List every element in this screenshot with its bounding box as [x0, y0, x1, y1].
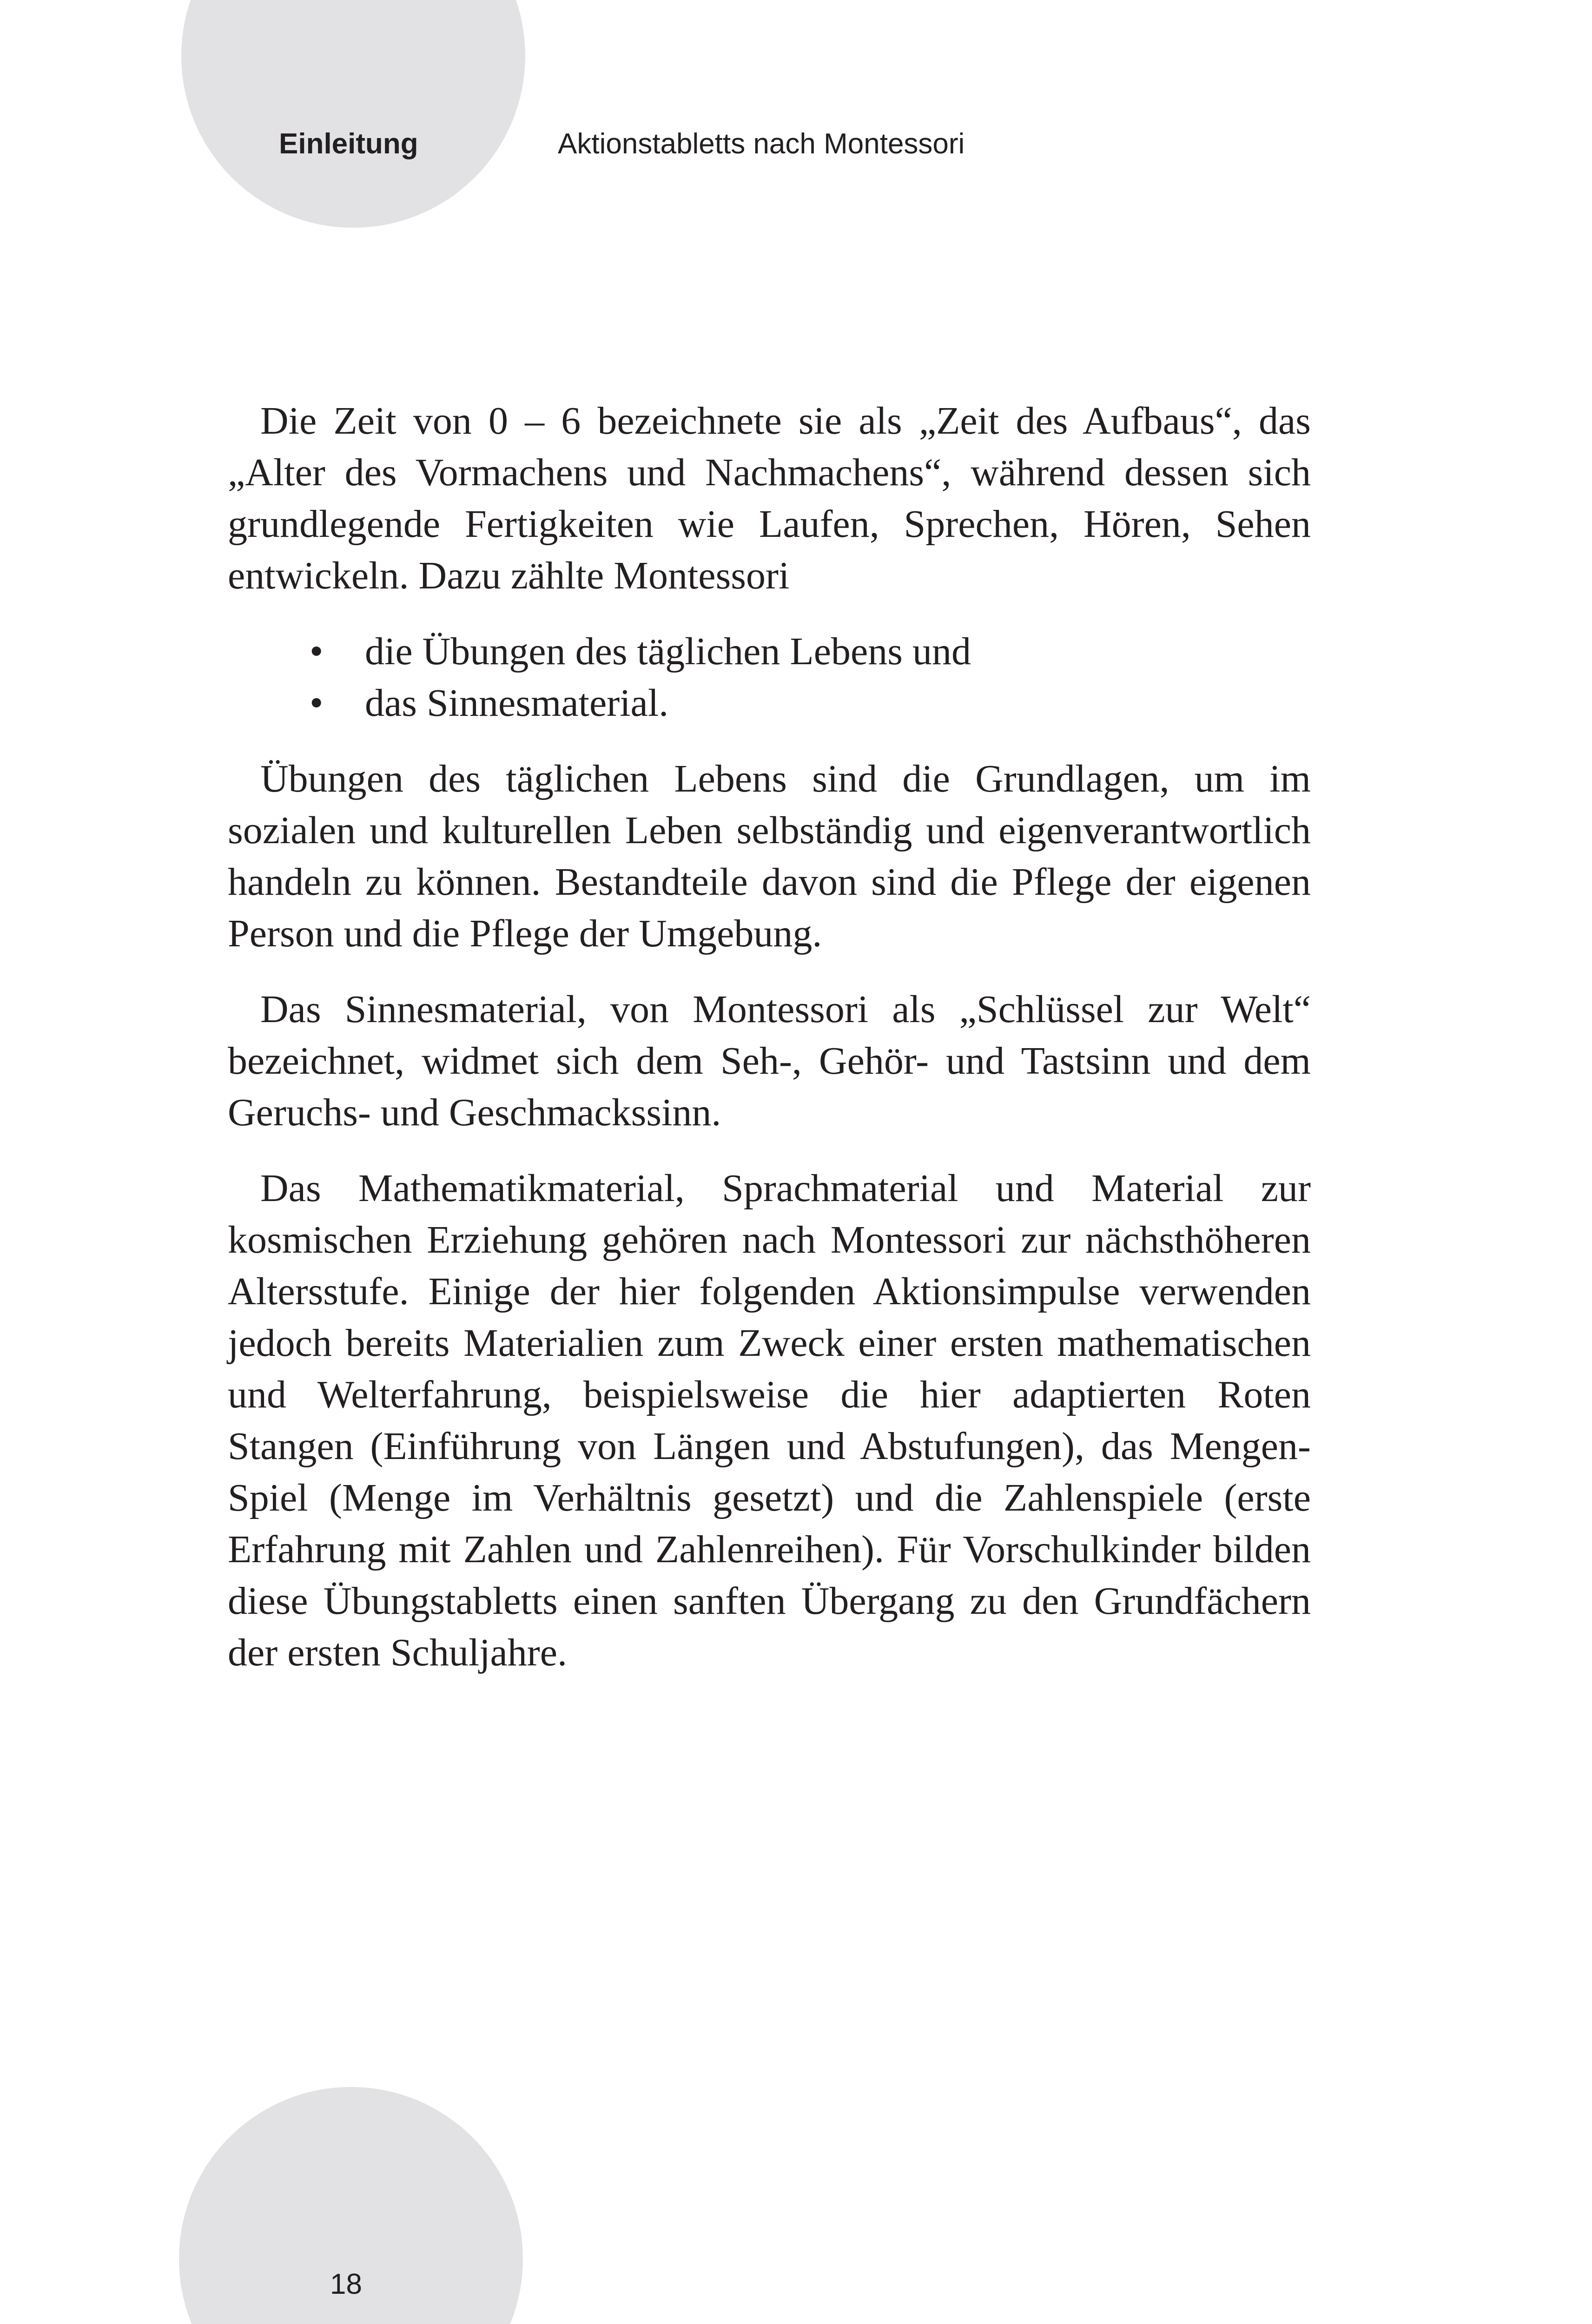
- paragraph-1: Die Zeit von 0 – 6 bezeichnete sie als „Zeit des Aufbaus“, das „Alter des Vormachens und Nachmachens“, während dessen sich grundlegende Fertigkeiten wie Laufen, Sprechen, Hören, Sehen entwickeln. Dazu zählte Montessori: [228, 399, 1311, 597]
- list-item: [228, 677, 1311, 729]
- paragraph-3: Das Sinnesmaterial, von Montessori als „Schlüssel zur Welt“ bezeichnet, widmet sich dem Seh-, Gehör- und Tastsinn und dem Geruchs- und Geschmackssinn.: [228, 988, 1311, 1134]
- running-header-title: Aktionstabletts nach Montessori: [558, 128, 965, 160]
- list-item: [228, 626, 1311, 677]
- paragraph-2: Übungen des täglichen Lebens sind die Grundlagen, um im sozialen und kulturellen Leben selbständig und eigenverantwortlich handeln zu können. Bestandteile davon sind die Pflege der eigenen Person und die Pflege der Umgebung.: [228, 757, 1311, 955]
- header-decor-circle: [181, 0, 525, 228]
- list-item-text: die Übungen des täglichen Lebens und: [365, 630, 971, 673]
- body-text: [228, 395, 1311, 1703]
- page-number: 18: [330, 2268, 362, 2300]
- running-header-chapter: Einleitung: [279, 128, 418, 160]
- bullet-icon: •: [310, 681, 324, 725]
- bullet-icon: •: [310, 630, 324, 673]
- paragraph-4: Das Mathematikmaterial, Sprachmaterial und Material zur kosmischen Erziehung gehören nach Montessori zur nächsthöheren Altersstufe. Einige der hier folgenden Aktionsimpulse verwenden jedoch bereits Materialien zum Zweck einer ersten mathematischen und Welterfahrung, beispielsweise die hier adaptierten Roten Stangen (Einführung von Längen und Abstufungen), das Mengen-Spiel (Menge im Verhältnis gesetzt) und die Zahlenspiele (erste Erfahrung mit Zahlen und Zahlenreihen). Für Vorschulkinder bilden diese Übungstabletts einen sanften Übergang zu den Grundfächern der ersten Schuljahre.: [228, 1167, 1311, 1674]
- list-item-text: das Sinnesmaterial.: [365, 681, 669, 725]
- bullet-list: [228, 626, 1311, 729]
